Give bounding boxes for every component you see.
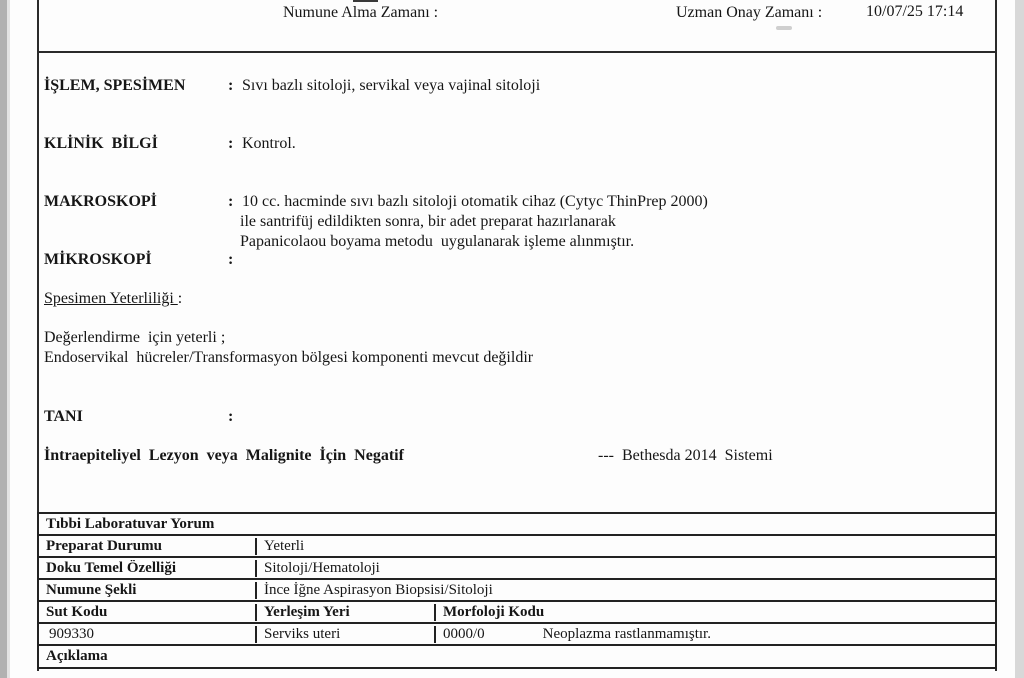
morfoloji-kodu-value [434,626,995,643]
sut-kodu-value: 909330 [49,625,94,642]
macroscopy-label: MAKROSKOPİ [44,193,157,210]
scan-artifact-smudge [776,26,792,30]
specimen-adequacy-heading-text: Spesimen Yeterliliği [44,290,178,307]
table-row-aciklama [39,646,995,667]
yerlesim-yeri-header: Yerleşim Yeri [255,604,434,621]
right-gray-margin [1015,0,1024,678]
table-row-code-values [39,624,995,646]
table-row-lab-comment [39,514,995,536]
header-separator-line [37,51,997,53]
macroscopy-line1: 10 cc. hacminde sıvı bazlı sitoloji otomatik cihaz (Cytyc ThinPrep 2000) [242,193,708,210]
adequacy-line-2: Endoservikal hücreler/Transformasyon bölgesi komponenti mevcut değildir [44,349,534,366]
preparat-label: Preparat Durumu [46,537,162,554]
preparat-value: Yeterli [255,538,995,555]
left-margin-soft-edge [7,0,10,678]
macroscopy-line3: Papanicolaou boyama metodu uygulanarak işleme alınmıştır. [240,233,635,250]
morfoloji-kodu-header: Morfoloji Kodu [434,604,995,621]
specimen-adequacy-colon: : [177,290,183,307]
table-row-doku [39,558,995,580]
morfoloji-code: 0000/0 [443,625,485,642]
microscopy-colon: : [228,251,234,268]
macroscopy-colon: : [228,193,234,210]
doku-value: Sitoloji/Hematoloji [255,560,995,577]
sut-kodu-header: Sut Kodu [46,603,108,620]
numune-sekli-value: İnce İğne Aspirasyon Biopsisi/Sitoloji [255,582,995,599]
approval-time-value: 10/07/25 17:14 [866,3,964,20]
clinical-info-colon: : [228,135,234,152]
numune-sekli-label: Numune Şekli [46,581,137,598]
diagnosis-colon: : [228,408,234,425]
diagnosis-result: İntraepiteliyel Lezyon veya Malignite İçin Negatif [44,447,404,464]
microscopy-label: MİKROSKOPİ [44,251,152,268]
lab-comment-label: Tıbbi Laboratuvar Yorum [46,515,215,532]
approval-time-label: Uzman Onay Zamanı : [676,4,823,21]
doku-label: Doku Temel Özelliği [46,559,177,576]
procedure-specimen-value: Sıvı bazlı sitoloji, servikal veya vajinal sitoloji [242,77,541,94]
procedure-specimen-colon: : [228,77,234,94]
scan-artifact-line [353,0,378,2]
diagnosis-system: --- Bethesda 2014 Sistemi [598,447,773,464]
procedure-specimen-label: İŞLEM, SPESİMEN [44,77,186,94]
specimen-adequacy-heading [44,290,182,308]
clinical-info-label: KLİNİK BİLGİ [44,135,158,152]
adequacy-line-1: Değerlendirme için yeterli ; [44,329,226,346]
morfoloji-description: Neoplazma rastlanmamıştır. [542,625,711,642]
diagnosis-label: TANI [44,408,83,425]
aciklama-label: Açıklama [46,648,108,664]
table-row-preparat [39,536,995,558]
clinical-info-value: Kontrol. [242,135,296,152]
table-row-code-header [39,602,995,624]
sample-time-label: Numune Alma Zamanı : [283,4,439,21]
left-gray-margin [0,0,7,678]
macroscopy-line2: ile santrifüj edildikten sonra, bir adet preparat hazırlanarak [240,213,616,230]
table-row-numune-sekli [39,580,995,602]
yerlesim-yeri-value: Serviks uteri [255,626,434,643]
results-table [37,512,997,669]
